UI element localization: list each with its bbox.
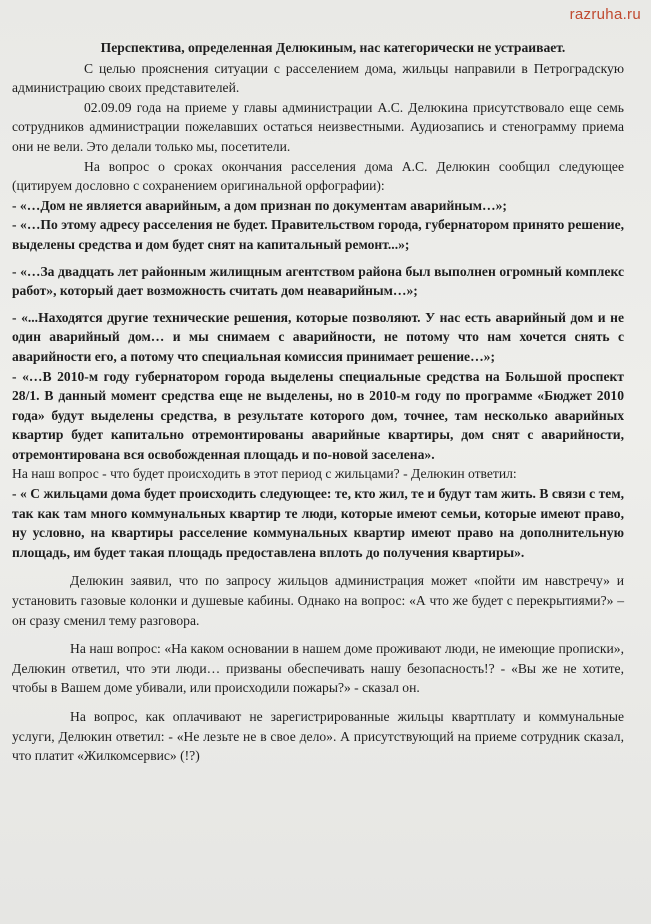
quote-no-resettlement: - «…По этому адресу расселения не будет. Правительством города, губернатором принято решение, выделены средства и дом будет снят на капитальный ремонт...»;: [12, 217, 624, 252]
site-watermark: razruha.ru: [569, 6, 641, 23]
paragraph-utility-payment: На вопрос, как оплачивают не зарегистрированные жильцы квартплату и коммунальные услуги, Делюкин ответил: - «Не лезьте не в свое дело». А присутствующий на приеме сотрудник сказал, что платит «Жилкомсервис» (!?): [12, 709, 624, 764]
quote-residents: - « С жильцами дома будет происходить следующее: те, кто жил, те и будут там жить. В связи с тем, так как там много коммунальных квартир те люди, которые имеют семьи, которые имеют право, ну условно, на квартиры расселение коммунальных квартир имеют право на дополнительную площадь, им будет такая площадь предоставлена вплоть до получения квартиры».: [12, 486, 624, 560]
paragraph-intro: С целью прояснения ситуации с расселением дома, жильцы направили в Петроградскую администрацию своих представителей.: [12, 60, 624, 96]
quote-works-done: - «…За двадцать лет районным жилищным агентством района был выполнен огромный комплекс работ», который дает возможность считать дом неаварийным…»;: [12, 263, 624, 299]
paragraph-question-residents: На наш вопрос - что будет происходить в этот период с жильцами? - Делюкин ответил:: [12, 466, 517, 482]
quote-not-emergency: - «…Дом не является аварийным, а дом признан по документам аварийным…»;: [12, 197, 507, 213]
quote-technical-solutions: - «...Находятся другие технические решения, которые позволяют. У нас есть аварийный дом и не один аварийный дом… и мы снимаем с аварийности, не потому что нам хочется снять с аварийности его, а потому что специальная комиссия принимает решение…»;: [12, 309, 624, 364]
paragraph-gas-columns: Делюкин заявил, что по запросу жильцов администрация может «пойти им навстречу» и установить газовые колонки и душевые кабины. Однако на вопрос: «А что же будет с перекрытиями?» – он сразу сменил тему разговора.: [12, 573, 624, 628]
paragraph-no-registration: На наш вопрос: «На каком основании в нашем доме проживают люди, не имеющие прописки», Делюкин ответил, что эти люди… призваны обеспечивать нашу безопасность!? - «Вы же не хотите, чтобы в Вашем доме убивали, или происходили пожары?» - сказал он.: [12, 641, 624, 696]
paragraph-meeting: 02.09.09 года на приеме у главы администрации А.С. Делюкина присутствовало еще семь сотрудников администрации пожелавших остаться неизвестными. Аудиозапись и стенограмму приема они не вели. Это делали только мы, посетители.: [12, 99, 624, 154]
document-body: [12, 38, 624, 766]
document-title: Перспектива, определенная Делюкиным, нас категорически не устраивает.: [100, 40, 566, 55]
quote-funds-2010: - «…В 2010-м году губернатором города выделены специальные средства на Большой проспект 28/1. В данный момент средства еще не выделены, но в 2010-м году по программе «Бюджет 2010 года» будут выделены средства, в результате которого дом, точнее, там несколько аварийных квартир будет капитально отремонтированы аварийные квартиры, дом снят с аварийности, отремонтирована вся освобожденная площадь и по-новой заселена».: [12, 368, 624, 462]
paragraph-question-deadline: На вопрос о сроках окончания расселения дома А.С. Делюкин сообщил следующее (цитируем дословно с сохранением оригинальной орфографии):: [12, 158, 624, 194]
